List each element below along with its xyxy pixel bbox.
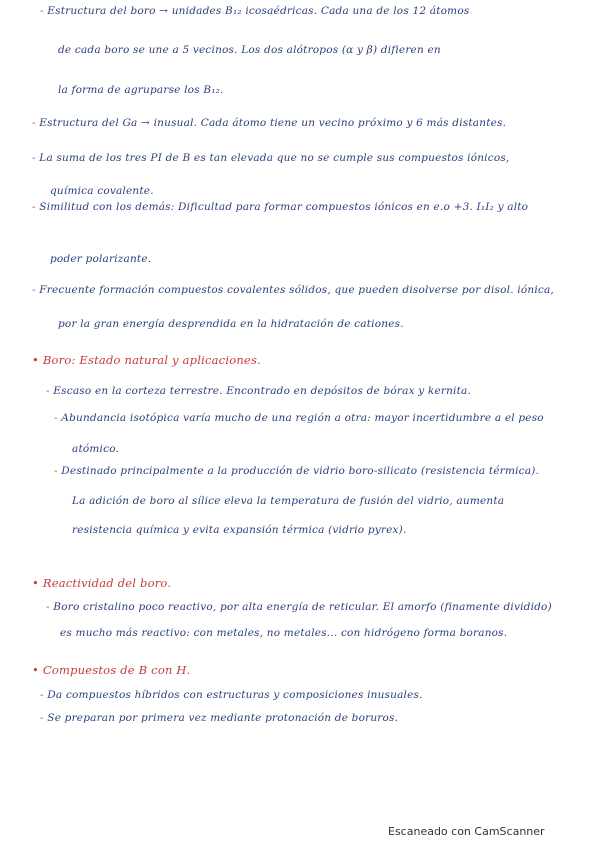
text-line: de cada boro se une a 5 vecinos. Los dos alótropos (α y β) difieren en	[58, 44, 441, 56]
text-line: poder polarizante.	[50, 253, 152, 265]
text-line: - Abundancia isotópica varía mucho de una región a otra: mayor incertidumbre a el peso	[54, 412, 544, 424]
section-heading: • Boro: Estado natural y aplicaciones.	[32, 353, 261, 367]
text-line: resistencia química y evita expansión térmica (vidrio pyrex).	[72, 524, 407, 536]
text-line: - Frecuente formación compuestos covalentes sólidos, que pueden disolverse por disol. iónica,	[32, 284, 554, 296]
text-line: - Similitud con los demás: Dificultad para formar compuestos iónicos en e.o +3. I₁I₂ y alto	[32, 201, 529, 213]
text-line: por la gran energía desprendida en la hidratación de cationes.	[58, 318, 404, 330]
text-line: La adición de boro al sílice eleva la temperatura de fusión del vidrio, aumenta	[72, 495, 505, 507]
text-line: - Estructura del Ga → inusual. Cada átomo tiene un vecino próximo y 6 más distantes.	[32, 117, 507, 129]
text-line: - Estructura del boro → unidades B₁₂ icosaédricas. Cada una de los 12 átomos	[40, 5, 470, 17]
text-line: - Se preparan por primera vez mediante protonación de boruros.	[40, 712, 399, 724]
text-line: es mucho más reactivo: con metales, no metales... con hidrógeno forma boranos.	[60, 627, 508, 639]
section-heading: • Reactividad del boro.	[32, 576, 172, 590]
section-heading: • Compuestos de B con H.	[32, 663, 191, 677]
text-line: - La suma de los tres PI de B es tan elevada que no se cumple sus compuestos iónicos,	[32, 152, 510, 164]
text-line: la forma de agruparse los B₁₂.	[58, 84, 224, 96]
text-line: - Escaso en la corteza terrestre. Encontrado en depósitos de bórax y kernita.	[46, 385, 472, 397]
text-line: - Boro cristalino poco reactivo, por alta energía de reticular. El amorfo (finamente dividido)	[46, 601, 552, 613]
text-line: química covalente.	[50, 185, 154, 197]
text-line: atómico.	[72, 443, 120, 455]
scanner-watermark: Escaneado con CamScanner	[388, 825, 545, 838]
text-line: - Destinado principalmente a la producción de vidrio boro-silicato (resistencia térmica).	[54, 465, 540, 477]
text-line: - Da compuestos híbridos con estructuras y composiciones inusuales.	[40, 689, 423, 701]
